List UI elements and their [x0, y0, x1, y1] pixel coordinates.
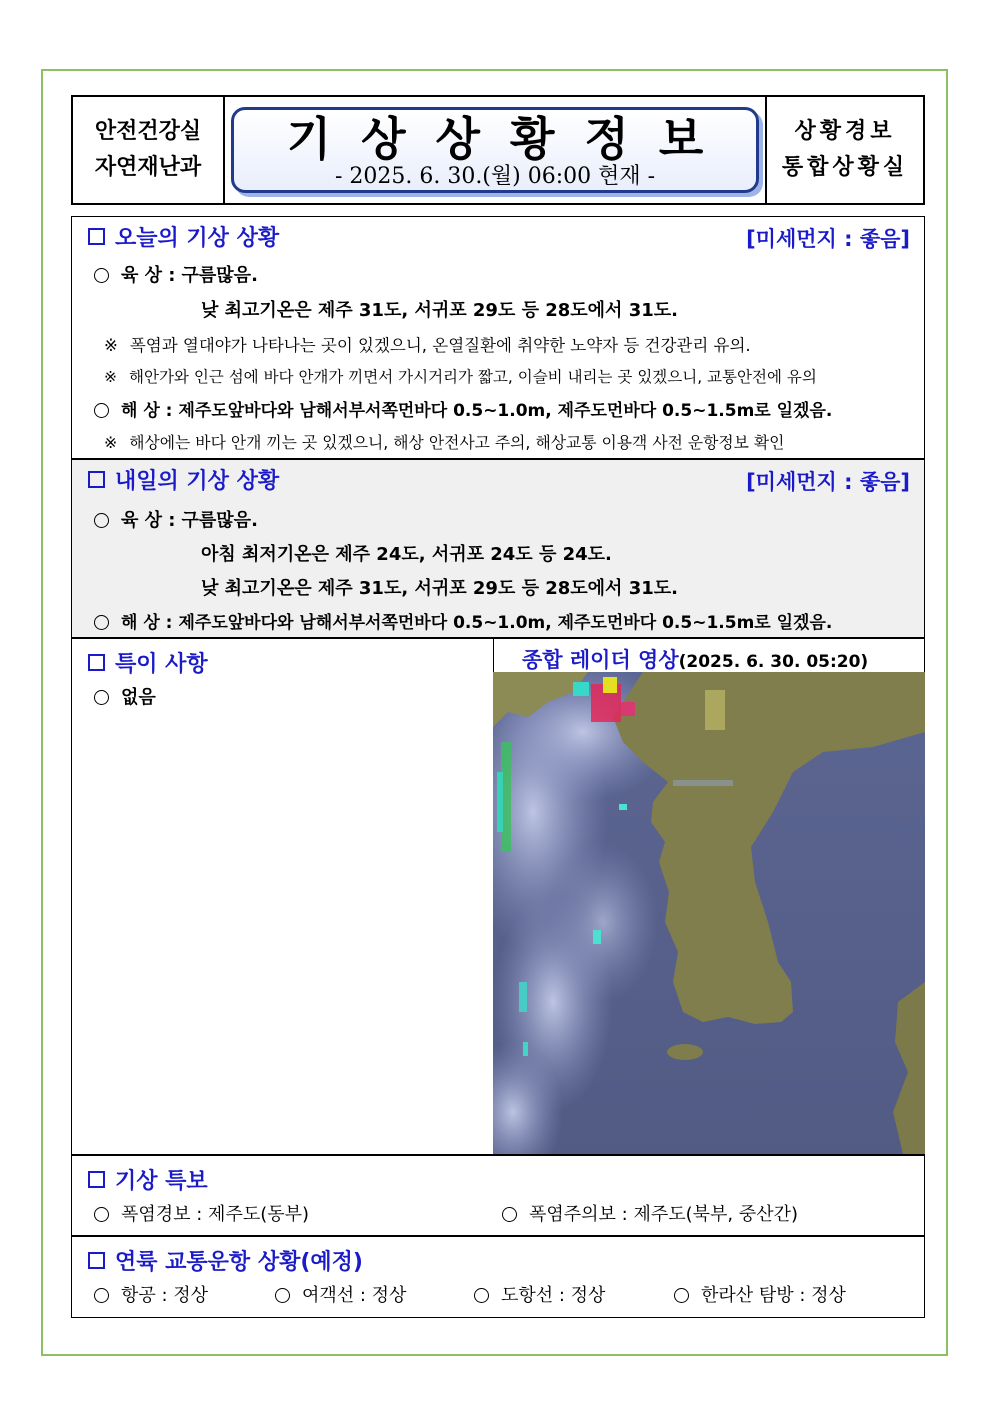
circle-bullet-icon [94, 1207, 109, 1222]
today-title: 오늘의 기상 상황 [88, 221, 279, 252]
today-note-sea: ※ 해상에는 바다 안개 끼는 곳 있겠으니, 해상 안전사고 주의, 해상교통 이용객 사전 운항정보 확인 [104, 433, 785, 452]
circle-bullet-icon [94, 513, 109, 528]
today-land-line: 육 상 : 구름많음. [94, 261, 258, 287]
department-line2: 자연재난과 [94, 155, 202, 180]
office-block [765, 97, 923, 203]
tomorrow-section [71, 459, 925, 638]
today-sea-line: 해 상 : 제주도앞바다와 남해서부서쪽먼바다 0.5~1.0m, 제주도먼바다 0.5~1.5m로 일겠음. [94, 396, 832, 421]
report-date: - 2025. 6. 30.(월) 06:00 현재 - [334, 164, 656, 189]
special-title: 특이 사항 [88, 647, 208, 678]
circle-bullet-icon [94, 615, 109, 630]
warnings-section [71, 1155, 925, 1236]
checkbox-icon [88, 471, 105, 488]
note-mark-icon: ※ [104, 368, 117, 386]
department-block [73, 97, 225, 203]
traffic-hallasan: 한라산 탐방 : 정상 [674, 1281, 846, 1307]
today-land-temp: 낮 최고기온은 제주 31도, 서귀포 29도 등 28도에서 31도. [201, 300, 678, 321]
circle-bullet-icon [94, 690, 109, 705]
note-mark-icon: ※ [104, 433, 118, 452]
tomorrow-title: 내일의 기상 상황 [88, 464, 279, 495]
circle-bullet-icon [94, 403, 109, 418]
checkbox-icon [88, 1252, 105, 1269]
office-line2: 통합상황실 [781, 155, 909, 180]
circle-bullet-icon [94, 1288, 109, 1303]
tomorrow-dust-badge: [미세먼지 : 좋음] [746, 470, 910, 494]
circle-bullet-icon [502, 1207, 517, 1222]
page-title: 기상상황정보 [286, 112, 734, 166]
today-note-heat: ※ 폭염과 열대야가 나타나는 곳이 있겠으니, 온열질환에 취약한 노약자 등 건강관리 유의. [104, 336, 751, 355]
today-section [71, 216, 925, 459]
checkbox-icon [88, 228, 105, 245]
title-banner [231, 107, 759, 193]
circle-bullet-icon [474, 1288, 489, 1303]
traffic-ferry: 여객선 : 정상 [275, 1281, 406, 1307]
traffic-air: 항공 : 정상 [94, 1281, 208, 1307]
tomorrow-land-line: 육 상 : 구름많음. [94, 506, 258, 532]
traffic-title: 연륙 교통운항 상황(예정) [88, 1245, 363, 1276]
circle-bullet-icon [275, 1288, 290, 1303]
special-item: 없음 [94, 683, 156, 709]
radar-title: 종합 레이더 영상(2025. 6. 30. 05:20) [522, 648, 869, 672]
tomorrow-land-max: 낮 최고기온은 제주 31도, 서귀포 29도 등 28도에서 31도. [201, 578, 678, 599]
checkbox-icon [88, 654, 105, 671]
header [71, 95, 925, 205]
radar-image [493, 672, 925, 1154]
today-dust-badge: [미세먼지 : 좋음] [746, 227, 910, 251]
checkbox-icon [88, 1171, 105, 1188]
tomorrow-sea-line: 해 상 : 제주도앞바다와 남해서부서쪽먼바다 0.5~1.0m, 제주도먼바다 0.5~1.5m로 일겠음. [94, 608, 832, 633]
warning-item-1: 폭염경보 : 제주도(동부) [94, 1200, 309, 1226]
circle-bullet-icon [94, 268, 109, 283]
office-line1: 상황경보 [794, 119, 896, 144]
circle-bullet-icon [674, 1288, 689, 1303]
traffic-section [71, 1236, 925, 1318]
traffic-island-ferry: 도항선 : 정상 [474, 1281, 605, 1307]
department-line1: 안전건강실 [94, 119, 202, 144]
today-note-fog: ※ 해안가와 인근 섬에 바다 안개가 끼면서 가시거리가 짧고, 이슬비 내리는 곳 있겠으니, 교통안전에 유의 [104, 368, 817, 386]
warning-item-2: 폭염주의보 : 제주도(북부, 중산간) [502, 1200, 798, 1226]
note-mark-icon: ※ [104, 336, 118, 355]
tomorrow-land-min: 아침 최저기온은 제주 24도, 서귀포 24도 등 24도. [201, 544, 612, 565]
warnings-title: 기상 특보 [88, 1164, 208, 1195]
